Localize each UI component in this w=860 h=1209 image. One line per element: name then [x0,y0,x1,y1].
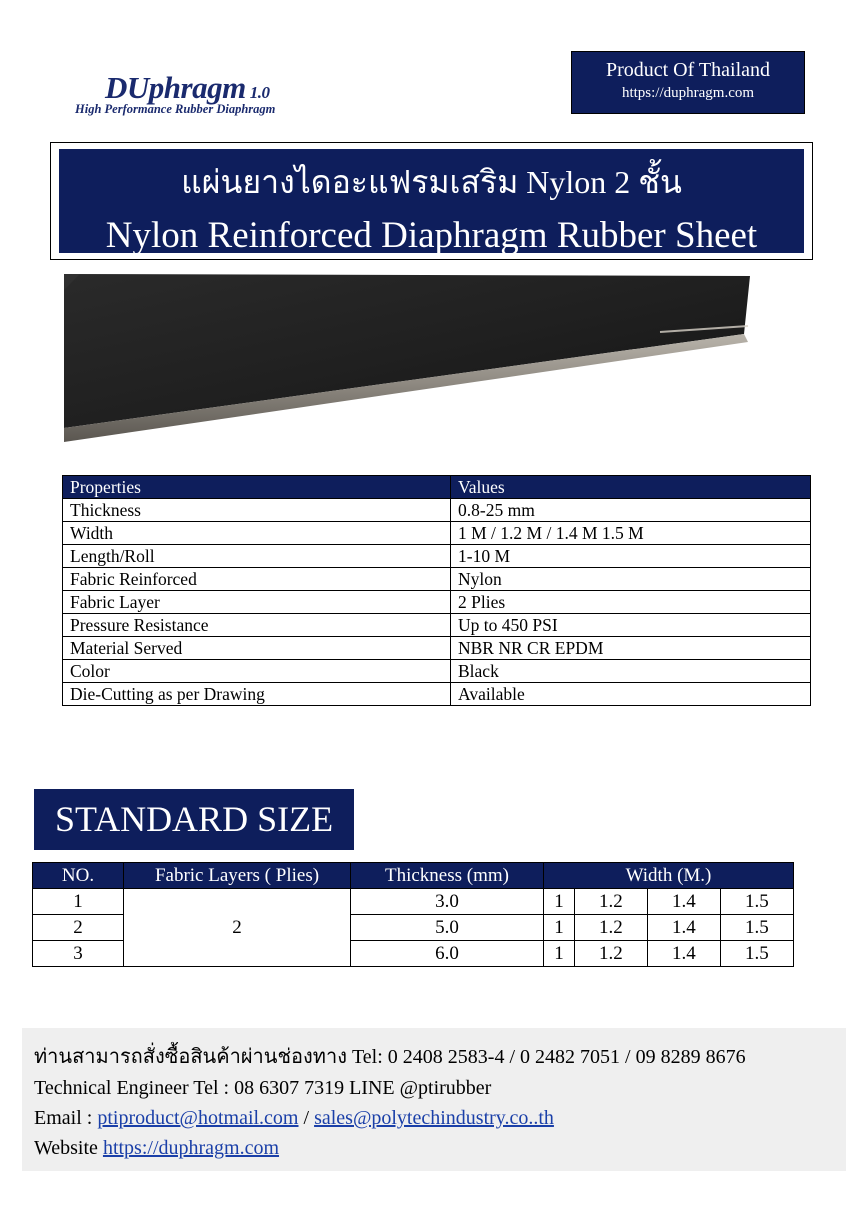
size-no: 3 [33,941,124,967]
origin-url: https://duphragm.com [621,85,755,101]
size-width: 1.2 [574,889,647,915]
logo-wordmark [105,70,269,106]
properties-table [62,475,811,706]
origin-title: Product Of Thailand [605,59,771,81]
property-row [63,545,811,568]
size-width: 1.5 [720,915,793,941]
property-row [63,614,811,637]
property-name: Fabric Reinforced [63,568,451,591]
size-thickness: 5.0 [351,915,544,941]
property-value: 1 M / 1.2 M / 1.4 M 1.5 M [451,522,811,545]
property-name: Length/Roll [63,545,451,568]
property-name: Width [63,522,451,545]
size-fabric-layers: 2 [124,889,351,967]
property-name: Fabric Layer [63,591,451,614]
size-no: 1 [33,889,124,915]
website-label: Website [34,1137,103,1159]
header-width: Width (M.) [544,863,794,889]
size-no: 2 [33,915,124,941]
size-width: 1 [544,915,575,941]
size-width: 1.2 [574,915,647,941]
size-width: 1 [544,889,575,915]
property-value: 2 Plies [451,591,811,614]
engineer-line: Technical Engineer Tel : 08 6307 7319 LINE @ptirubber [34,1077,492,1099]
header-fabric-layers: Fabric Layers ( Plies) [124,863,351,889]
title-english: Nylon Reinforced Diaphragm Rubber Sheet [105,215,758,256]
property-value: 0.8-25 mm [451,499,811,522]
size-width: 1.5 [720,941,793,967]
size-thickness: 6.0 [351,941,544,967]
property-row [63,568,811,591]
size-width: 1 [544,941,575,967]
property-name: Die-Cutting as per Drawing [63,683,451,706]
standard-size-table [32,862,794,967]
property-name: Material Served [63,637,451,660]
email-label: Email : [34,1107,98,1129]
logo-version: 1.0 [249,83,270,102]
title-banner [50,142,813,260]
property-row [63,499,811,522]
size-width: 1.4 [647,889,720,915]
property-name: Thickness [63,499,451,522]
header-no: NO. [33,863,124,889]
title-thai: แผ่นยางไดอะแฟรมเสริม Nylon 2 ชั้น [181,164,682,200]
origin-badge [571,51,805,114]
email-separator: / [298,1107,315,1129]
size-width: 1.5 [720,889,793,915]
contact-panel [22,1028,846,1171]
property-value: Available [451,683,811,706]
property-value: NBR NR CR EPDM [451,637,811,660]
property-row [63,591,811,614]
standard-size-heading: STANDARD SIZE [34,789,354,850]
website-link[interactable]: https://duphragm.com [102,1137,280,1159]
property-value: Up to 450 PSI [451,614,811,637]
email-line [34,1107,554,1130]
property-row [63,660,811,683]
property-name: Pressure Resistance [63,614,451,637]
logo-tagline: High Performance Rubber Diaphragm [75,102,276,116]
rubber-sheet-image [60,270,800,450]
property-row [63,637,811,660]
size-thickness: 3.0 [351,889,544,915]
property-row [63,522,811,545]
property-value: Nylon [451,568,811,591]
email-link-1[interactable]: ptiproduct@hotmail.com [97,1107,299,1129]
logo-brand: DUphragm [105,70,246,105]
website-line [34,1137,279,1160]
property-value: 1-10 M [451,545,811,568]
title-banner-inner [59,149,804,256]
header-properties: Properties [63,476,451,499]
size-table-header-row [33,863,794,889]
size-width: 1.4 [647,941,720,967]
size-row [33,889,794,915]
email-link-2[interactable]: sales@polytechindustry.co..th [314,1107,554,1129]
property-row [63,683,811,706]
header-thickness: Thickness (mm) [351,863,544,889]
header-values: Values [451,476,811,499]
size-width: 1.2 [574,941,647,967]
order-line: ท่านสามารถสั่งซื้อสินค้าผ่านช่องทาง Tel: 0 2408 2583-4 / 0 2482 7051 / 09 8289 8676 [34,1046,746,1068]
property-value: Black [451,660,811,683]
property-name: Color [63,660,451,683]
size-width: 1.4 [647,915,720,941]
properties-header-row [63,476,811,499]
brand-logo [75,70,315,122]
